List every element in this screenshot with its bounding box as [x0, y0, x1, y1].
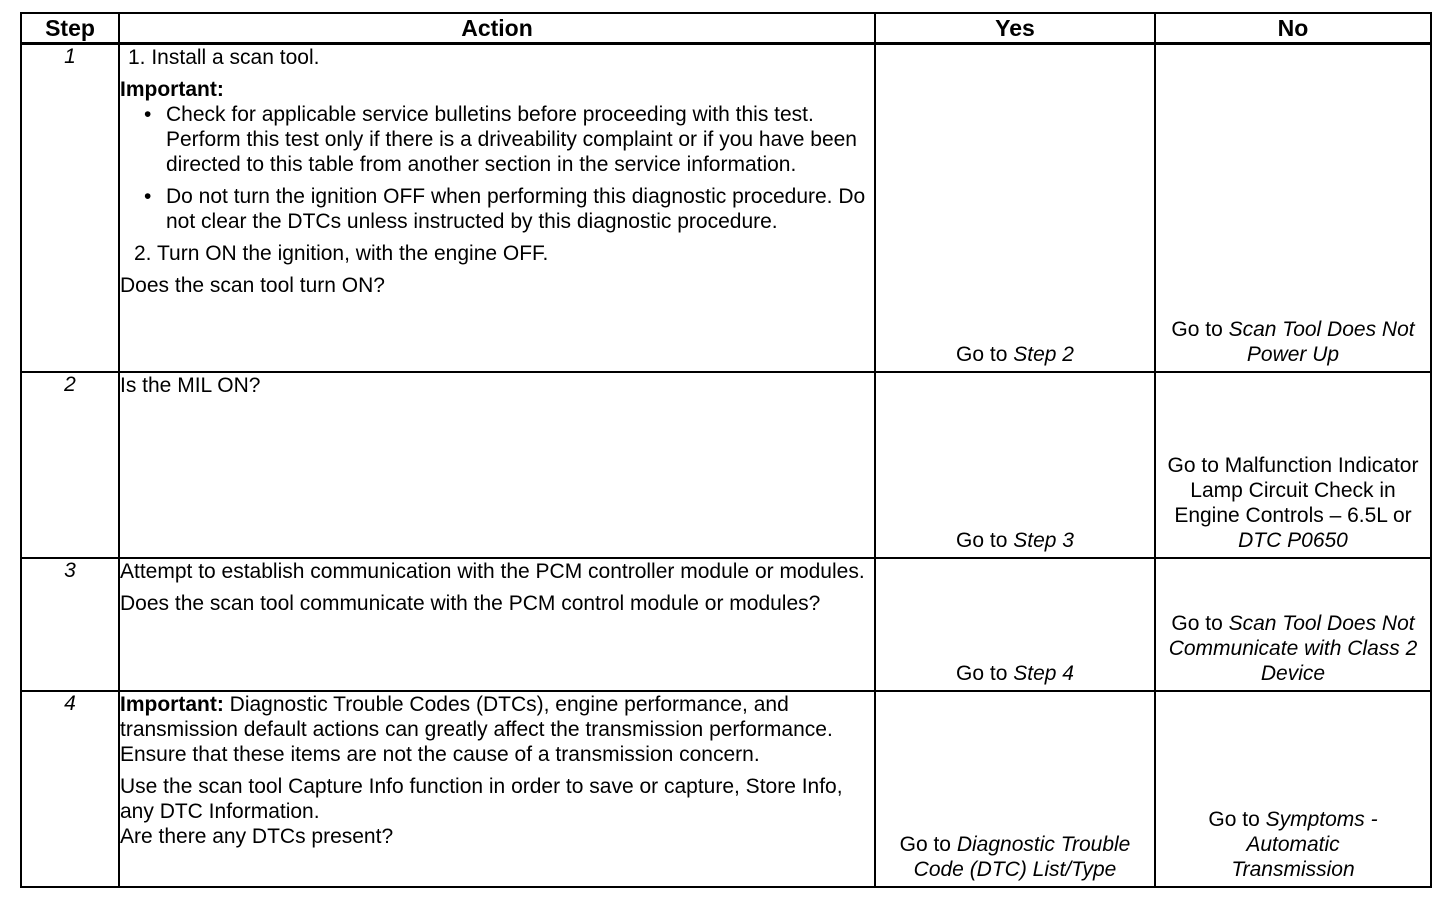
no-link[interactable]: Scan Tool Does Not Communicate with Class 2 Device	[1168, 612, 1418, 685]
table-row	[21, 691, 1431, 887]
yes-prefix: Go to	[956, 529, 1014, 552]
no-link[interactable]: Symptoms - Automatic Transmission	[1231, 808, 1378, 881]
no-cell	[1155, 558, 1431, 691]
table-header-row	[21, 13, 1431, 44]
no-prefix: Go to	[1171, 612, 1229, 635]
action-question: Does the scan tool communicate with the PCM control module or modules?	[120, 592, 821, 615]
action-instruction: Use the scan tool Capture Info function in order to save or capture, Store Info, any DTC Information.	[120, 775, 843, 823]
action-cell	[119, 372, 875, 558]
no-prefix: Go to	[1171, 318, 1229, 341]
action-cell	[119, 44, 875, 373]
table-row	[21, 44, 1431, 373]
step-number: 2	[21, 372, 119, 558]
action-cell	[119, 691, 875, 887]
table-row	[21, 558, 1431, 691]
step-number: 3	[21, 558, 119, 691]
no-cell	[1155, 691, 1431, 887]
yes-link[interactable]: Step 4	[1013, 662, 1074, 685]
action-cell	[119, 558, 875, 691]
yes-cell	[875, 44, 1155, 373]
no-prefix: Go to	[1208, 808, 1266, 831]
header-yes: Yes	[875, 13, 1155, 44]
important-bullet: • Check for applicable service bulletins before proceeding with this test. Perform this test only if there is a driveability complaint or if you have been directed to this table from another section in the service information.	[166, 102, 874, 177]
yes-cell	[875, 691, 1155, 887]
action-instruction: 2. Turn ON the ignition, with the engine OFF.	[134, 242, 549, 265]
important-bullet: • Do not turn the ignition OFF when performing this diagnostic procedure. Do not clear the DTCs unless instructed by this diagnostic procedure.	[166, 184, 874, 234]
no-link[interactable]: Scan Tool Does Not Power Up	[1228, 318, 1415, 366]
diagnostic-table	[20, 12, 1432, 888]
yes-cell	[875, 372, 1155, 558]
header-step: Step	[21, 13, 119, 44]
header-no: No	[1155, 13, 1431, 44]
action-instruction: 1. Install a scan tool.	[128, 46, 320, 69]
yes-cell	[875, 558, 1155, 691]
action-instruction: Attempt to establish communication with the PCM controller module or modules.	[120, 560, 865, 583]
yes-prefix: Go to	[956, 662, 1014, 685]
step-number: 1	[21, 44, 119, 373]
yes-prefix: Go to	[899, 833, 957, 856]
action-question: Does the scan tool turn ON?	[120, 274, 385, 297]
important-label: Important:	[120, 693, 224, 716]
no-text: Go to Malfunction Indicator Lamp Circuit Check in Engine Controls – 6.5L or	[1167, 454, 1419, 527]
header-action: Action	[119, 13, 875, 44]
no-link[interactable]: DTC P0650	[1238, 529, 1348, 552]
yes-link[interactable]: Step 3	[1013, 529, 1074, 552]
step-number: 4	[21, 691, 119, 887]
no-cell	[1155, 372, 1431, 558]
table-row	[21, 372, 1431, 558]
important-note: Important: Diagnostic Trouble Codes (DTCs), engine performance, and transmission default actions can greatly affect the transmission performance. Ensure that these items are not the cause of a transmission concern.	[120, 693, 833, 766]
yes-link[interactable]: Diagnostic Trouble Code (DTC) List/Type	[913, 833, 1131, 881]
yes-link[interactable]: Step 2	[1013, 343, 1074, 366]
yes-prefix: Go to	[956, 343, 1014, 366]
important-label: Important:	[120, 78, 224, 101]
action-question: Is the MIL ON?	[120, 374, 261, 397]
action-question: Are there any DTCs present?	[120, 825, 394, 848]
no-cell	[1155, 44, 1431, 373]
